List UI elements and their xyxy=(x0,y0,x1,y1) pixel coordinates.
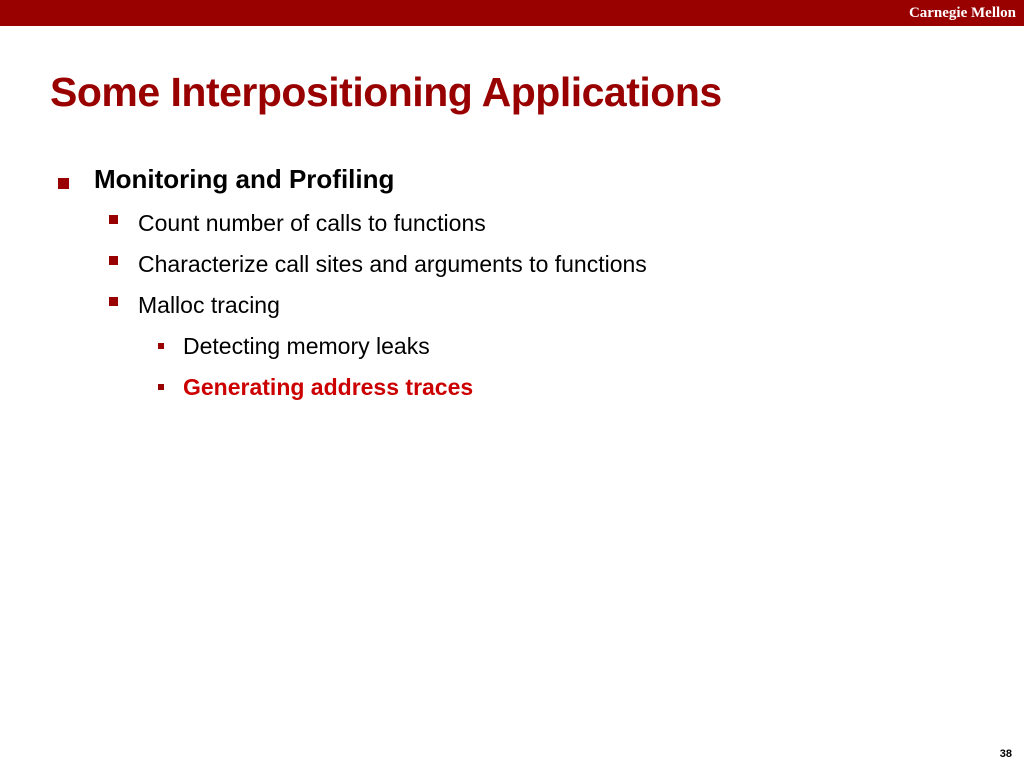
bullet-square-icon xyxy=(109,297,118,306)
brand-label: Carnegie Mellon xyxy=(908,5,1016,21)
bullet-text: Monitoring and Profiling xyxy=(94,164,395,194)
bullet-square-icon xyxy=(58,178,69,189)
bullet-text: Malloc tracing xyxy=(138,292,280,318)
bullet-square-icon xyxy=(158,384,164,390)
bullet-square-icon xyxy=(109,215,118,224)
bullet-text: Detecting memory leaks xyxy=(183,333,430,359)
bullet-square-icon xyxy=(109,256,118,265)
header-bar xyxy=(0,0,1024,26)
page-number: 38 xyxy=(999,748,1012,760)
bullet-text-highlight: Generating address traces xyxy=(183,374,474,400)
bullet-square-icon xyxy=(158,343,164,349)
bullet-text: Count number of calls to functions xyxy=(138,210,486,236)
bullet-text: Characterize call sites and arguments to functions xyxy=(138,251,647,277)
slide-title: Some Interpositioning Applications xyxy=(50,69,722,115)
